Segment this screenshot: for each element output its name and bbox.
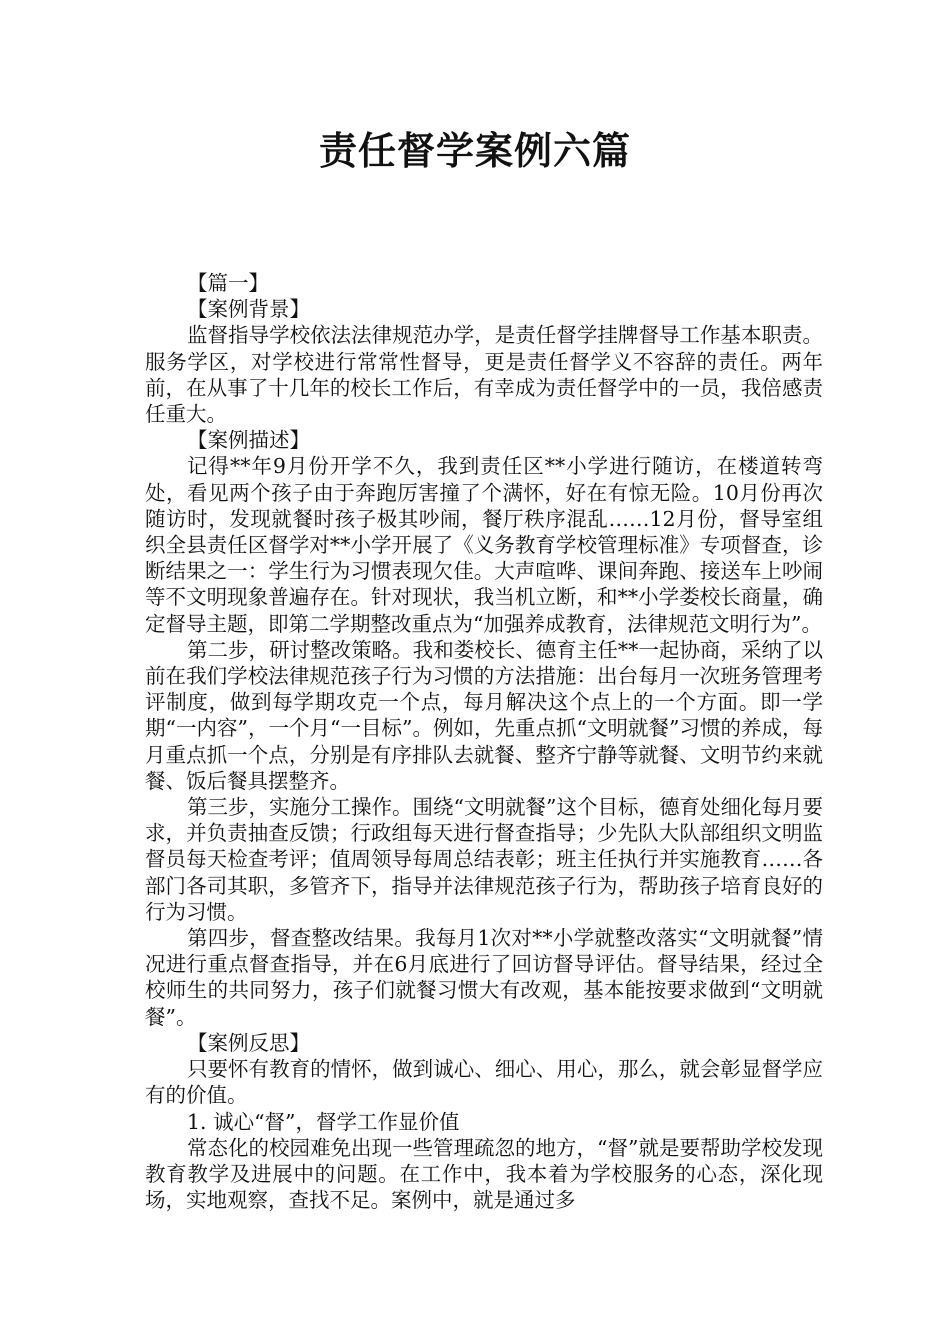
paragraph: 监督指导学校依法法律规范办学，是责任督学挂牌督导工作基本职责。服务学区，对学校进行常常性督导，更是责任督学义不容辞的责任。两年前，在从事了十几年的校长工作后，有幸成为责任督学中的一员，我倍感责任重大。 — [145, 323, 823, 427]
paragraph: 只要怀有教育的情怀，做到诚心、细心、用心，那么，就会彰显督学应有的价值。 — [145, 1057, 823, 1108]
section-heading: 【案例描述】 — [187, 428, 310, 453]
section-heading: 【案例背景】 — [187, 297, 310, 322]
paragraph: 第四步，督查整改结果。我每月1次对**小学就整改落实“文明就餐”情况进行重点督查指导，并在6月底进行了回访督导评估。督导结果，经过全校师生的共同努力，孩子们就餐习惯大有改观，基本能按要求做到“文明就餐”。 — [145, 926, 823, 1029]
section-heading: 【案例反思】 — [187, 1030, 310, 1055]
paragraph: 常态化的校园难免出现一些管理疏忽的地方，“督”就是要帮助学校发现教育教学及进展中的问题。在工作中，我本着为学校服务的心态，深化现场，实地观察，查找不足。案例中，就是通过多 — [145, 1135, 823, 1213]
document-body — [145, 270, 823, 1213]
paragraph: 第二步，研讨整改策略。我和娄校长、德育主任**一起协商，采纳了以前在我们学校法律规范孩子行为习惯的方法措施：出台每月一次班务管理考评制度，做到每学期攻克一个点，每月解决这个点上的一个方面。即一学期“一内容”，一个月“一目标”。例如，先重点抓“文明就餐”习惯的养成，每月重点抓一个点，分别是有序排队去就餐、整齐宁静等就餐、文明节约来就餐、饭后餐具摆整齐。 — [145, 637, 823, 793]
paragraph: 记得**年9月份开学不久，我到责任区**小学进行随访，在楼道转弯处，看见两个孩子由于奔跑厉害撞了个满怀，好在有惊无险。10月份再次随访时，发现就餐时孩子极其吵闹，餐厅秩序混乱……12月份，督导室组织全县责任区督学对**小学开展了《义务教育学校管理标准》专项督查，诊断结果之一：学生行为习惯表现欠佳。大声喧哗、课间奔跑、接送车上吵闹等不文明现象普遍存在。针对现状，我当机立断，和**小学娄校长商量，确定督导主题，即第二学期整改重点为“加强养成教育，法律规范文明行为”。 — [145, 454, 823, 636]
page-title: 责任督学案例六篇 — [318, 129, 631, 173]
section-heading: 【篇一】 — [187, 271, 269, 295]
paragraph: 第三步，实施分工操作。围绕“文明就餐”这个目标，德育处细化每月要求，并负责抽查反馈；行政组每天进行督查指导；少先队大队部组织文明监督员每天检查考评；值周领导每周总结表彰；班主任执行并实施教育……各部门各司其职，多管齐下，指导并法律规范孩子行为，帮助孩子培育良好的行为习惯。 — [145, 795, 823, 924]
list-item-heading: 1. 诚心“督”，督学工作显价值 — [187, 1109, 460, 1134]
